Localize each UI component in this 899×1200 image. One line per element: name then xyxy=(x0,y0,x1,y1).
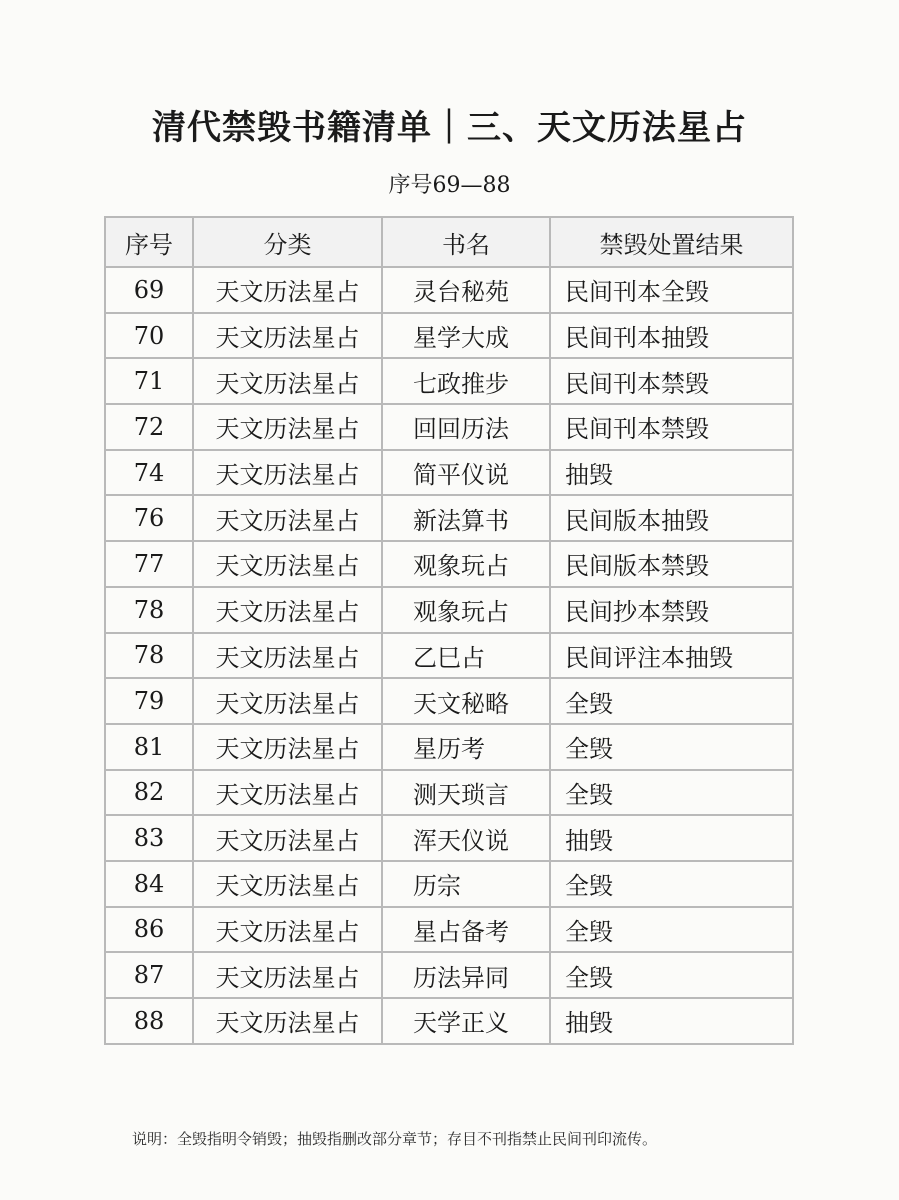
cell-category: 天文历法星占 xyxy=(193,952,382,998)
cell-book-title: 星学大成 xyxy=(382,313,550,359)
cell-number: 70 xyxy=(105,313,193,359)
table-row xyxy=(105,907,793,953)
cell-book-title: 新法算书 xyxy=(382,495,550,541)
cell-number: 79 xyxy=(105,678,193,724)
table-row xyxy=(105,358,793,404)
cell-result: 抽毁 xyxy=(550,450,793,496)
cell-book-title: 历宗 xyxy=(382,861,550,907)
cell-number: 83 xyxy=(105,815,193,861)
cell-result: 民间评注本抽毁 xyxy=(550,633,793,679)
header-book-title: 书名 xyxy=(382,217,550,267)
cell-category: 天文历法星占 xyxy=(193,815,382,861)
header-row xyxy=(105,217,793,267)
cell-number: 78 xyxy=(105,587,193,633)
table-row xyxy=(105,952,793,998)
cell-result: 民间刊本全毁 xyxy=(550,267,793,313)
cell-category: 天文历法星占 xyxy=(193,633,382,679)
table-row xyxy=(105,587,793,633)
cell-number: 84 xyxy=(105,861,193,907)
cell-book-title: 灵台秘苑 xyxy=(382,267,550,313)
cell-result: 全毁 xyxy=(550,952,793,998)
page-title: 清代禁毁书籍清单｜三、天文历法星占 xyxy=(152,108,747,148)
banned-books-table xyxy=(104,216,794,1045)
cell-book-title: 浑天仪说 xyxy=(382,815,550,861)
cell-result: 全毁 xyxy=(550,861,793,907)
cell-number: 78 xyxy=(105,633,193,679)
cell-result: 全毁 xyxy=(550,907,793,953)
cell-category: 天文历法星占 xyxy=(193,541,382,587)
cell-category: 天文历法星占 xyxy=(193,495,382,541)
cell-book-title: 简平仪说 xyxy=(382,450,550,496)
cell-result: 抽毁 xyxy=(550,815,793,861)
cell-result: 全毁 xyxy=(550,724,793,770)
table-row xyxy=(105,450,793,496)
cell-book-title: 七政推步 xyxy=(382,358,550,404)
cell-book-title: 星占备考 xyxy=(382,907,550,953)
table-row xyxy=(105,404,793,450)
cell-book-title: 观象玩占 xyxy=(382,541,550,587)
cell-book-title: 回回历法 xyxy=(382,404,550,450)
header-number: 序号 xyxy=(105,217,193,267)
cell-number: 69 xyxy=(105,267,193,313)
footnote: 说明：全毁指明令销毁；抽毁指删改部分章节；存目不刊指禁止民间刊印流传。 xyxy=(132,1130,658,1148)
cell-result: 民间刊本禁毁 xyxy=(550,358,793,404)
table-row xyxy=(105,770,793,816)
table-row xyxy=(105,724,793,770)
cell-number: 87 xyxy=(105,952,193,998)
cell-category: 天文历法星占 xyxy=(193,907,382,953)
cell-category: 天文历法星占 xyxy=(193,724,382,770)
table-row xyxy=(105,633,793,679)
table-row xyxy=(105,861,793,907)
table-row xyxy=(105,267,793,313)
cell-number: 77 xyxy=(105,541,193,587)
cell-category: 天文历法星占 xyxy=(193,450,382,496)
cell-category: 天文历法星占 xyxy=(193,358,382,404)
table-body xyxy=(105,267,793,1044)
cell-category: 天文历法星占 xyxy=(193,678,382,724)
table-row xyxy=(105,815,793,861)
cell-result: 民间刊本禁毁 xyxy=(550,404,793,450)
cell-number: 88 xyxy=(105,998,193,1044)
cell-result: 民间版本抽毁 xyxy=(550,495,793,541)
cell-number: 76 xyxy=(105,495,193,541)
cell-result: 民间刊本抽毁 xyxy=(550,313,793,359)
cell-book-title: 星历考 xyxy=(382,724,550,770)
header-result: 禁毁处置结果 xyxy=(550,217,793,267)
header-category: 分类 xyxy=(193,217,382,267)
cell-book-title: 天文秘略 xyxy=(382,678,550,724)
table-row xyxy=(105,678,793,724)
cell-category: 天文历法星占 xyxy=(193,267,382,313)
cell-category: 天文历法星占 xyxy=(193,770,382,816)
cell-book-title: 天学正义 xyxy=(382,998,550,1044)
cell-number: 81 xyxy=(105,724,193,770)
cell-category: 天文历法星占 xyxy=(193,404,382,450)
cell-number: 74 xyxy=(105,450,193,496)
table-row xyxy=(105,541,793,587)
cell-number: 86 xyxy=(105,907,193,953)
cell-result: 抽毁 xyxy=(550,998,793,1044)
table-row xyxy=(105,998,793,1044)
table-row xyxy=(105,313,793,359)
cell-book-title: 历法异同 xyxy=(382,952,550,998)
cell-result: 民间抄本禁毁 xyxy=(550,587,793,633)
page-subtitle: 序号69—88 xyxy=(388,173,511,198)
cell-book-title: 观象玩占 xyxy=(382,587,550,633)
cell-category: 天文历法星占 xyxy=(193,313,382,359)
cell-result: 全毁 xyxy=(550,770,793,816)
cell-number: 82 xyxy=(105,770,193,816)
cell-book-title: 测天琐言 xyxy=(382,770,550,816)
cell-result: 民间版本禁毁 xyxy=(550,541,793,587)
cell-number: 71 xyxy=(105,358,193,404)
cell-result: 全毁 xyxy=(550,678,793,724)
cell-category: 天文历法星占 xyxy=(193,998,382,1044)
cell-category: 天文历法星占 xyxy=(193,861,382,907)
table-header xyxy=(105,217,793,267)
cell-category: 天文历法星占 xyxy=(193,587,382,633)
cell-book-title: 乙巳占 xyxy=(382,633,550,679)
table-row xyxy=(105,495,793,541)
cell-number: 72 xyxy=(105,404,193,450)
